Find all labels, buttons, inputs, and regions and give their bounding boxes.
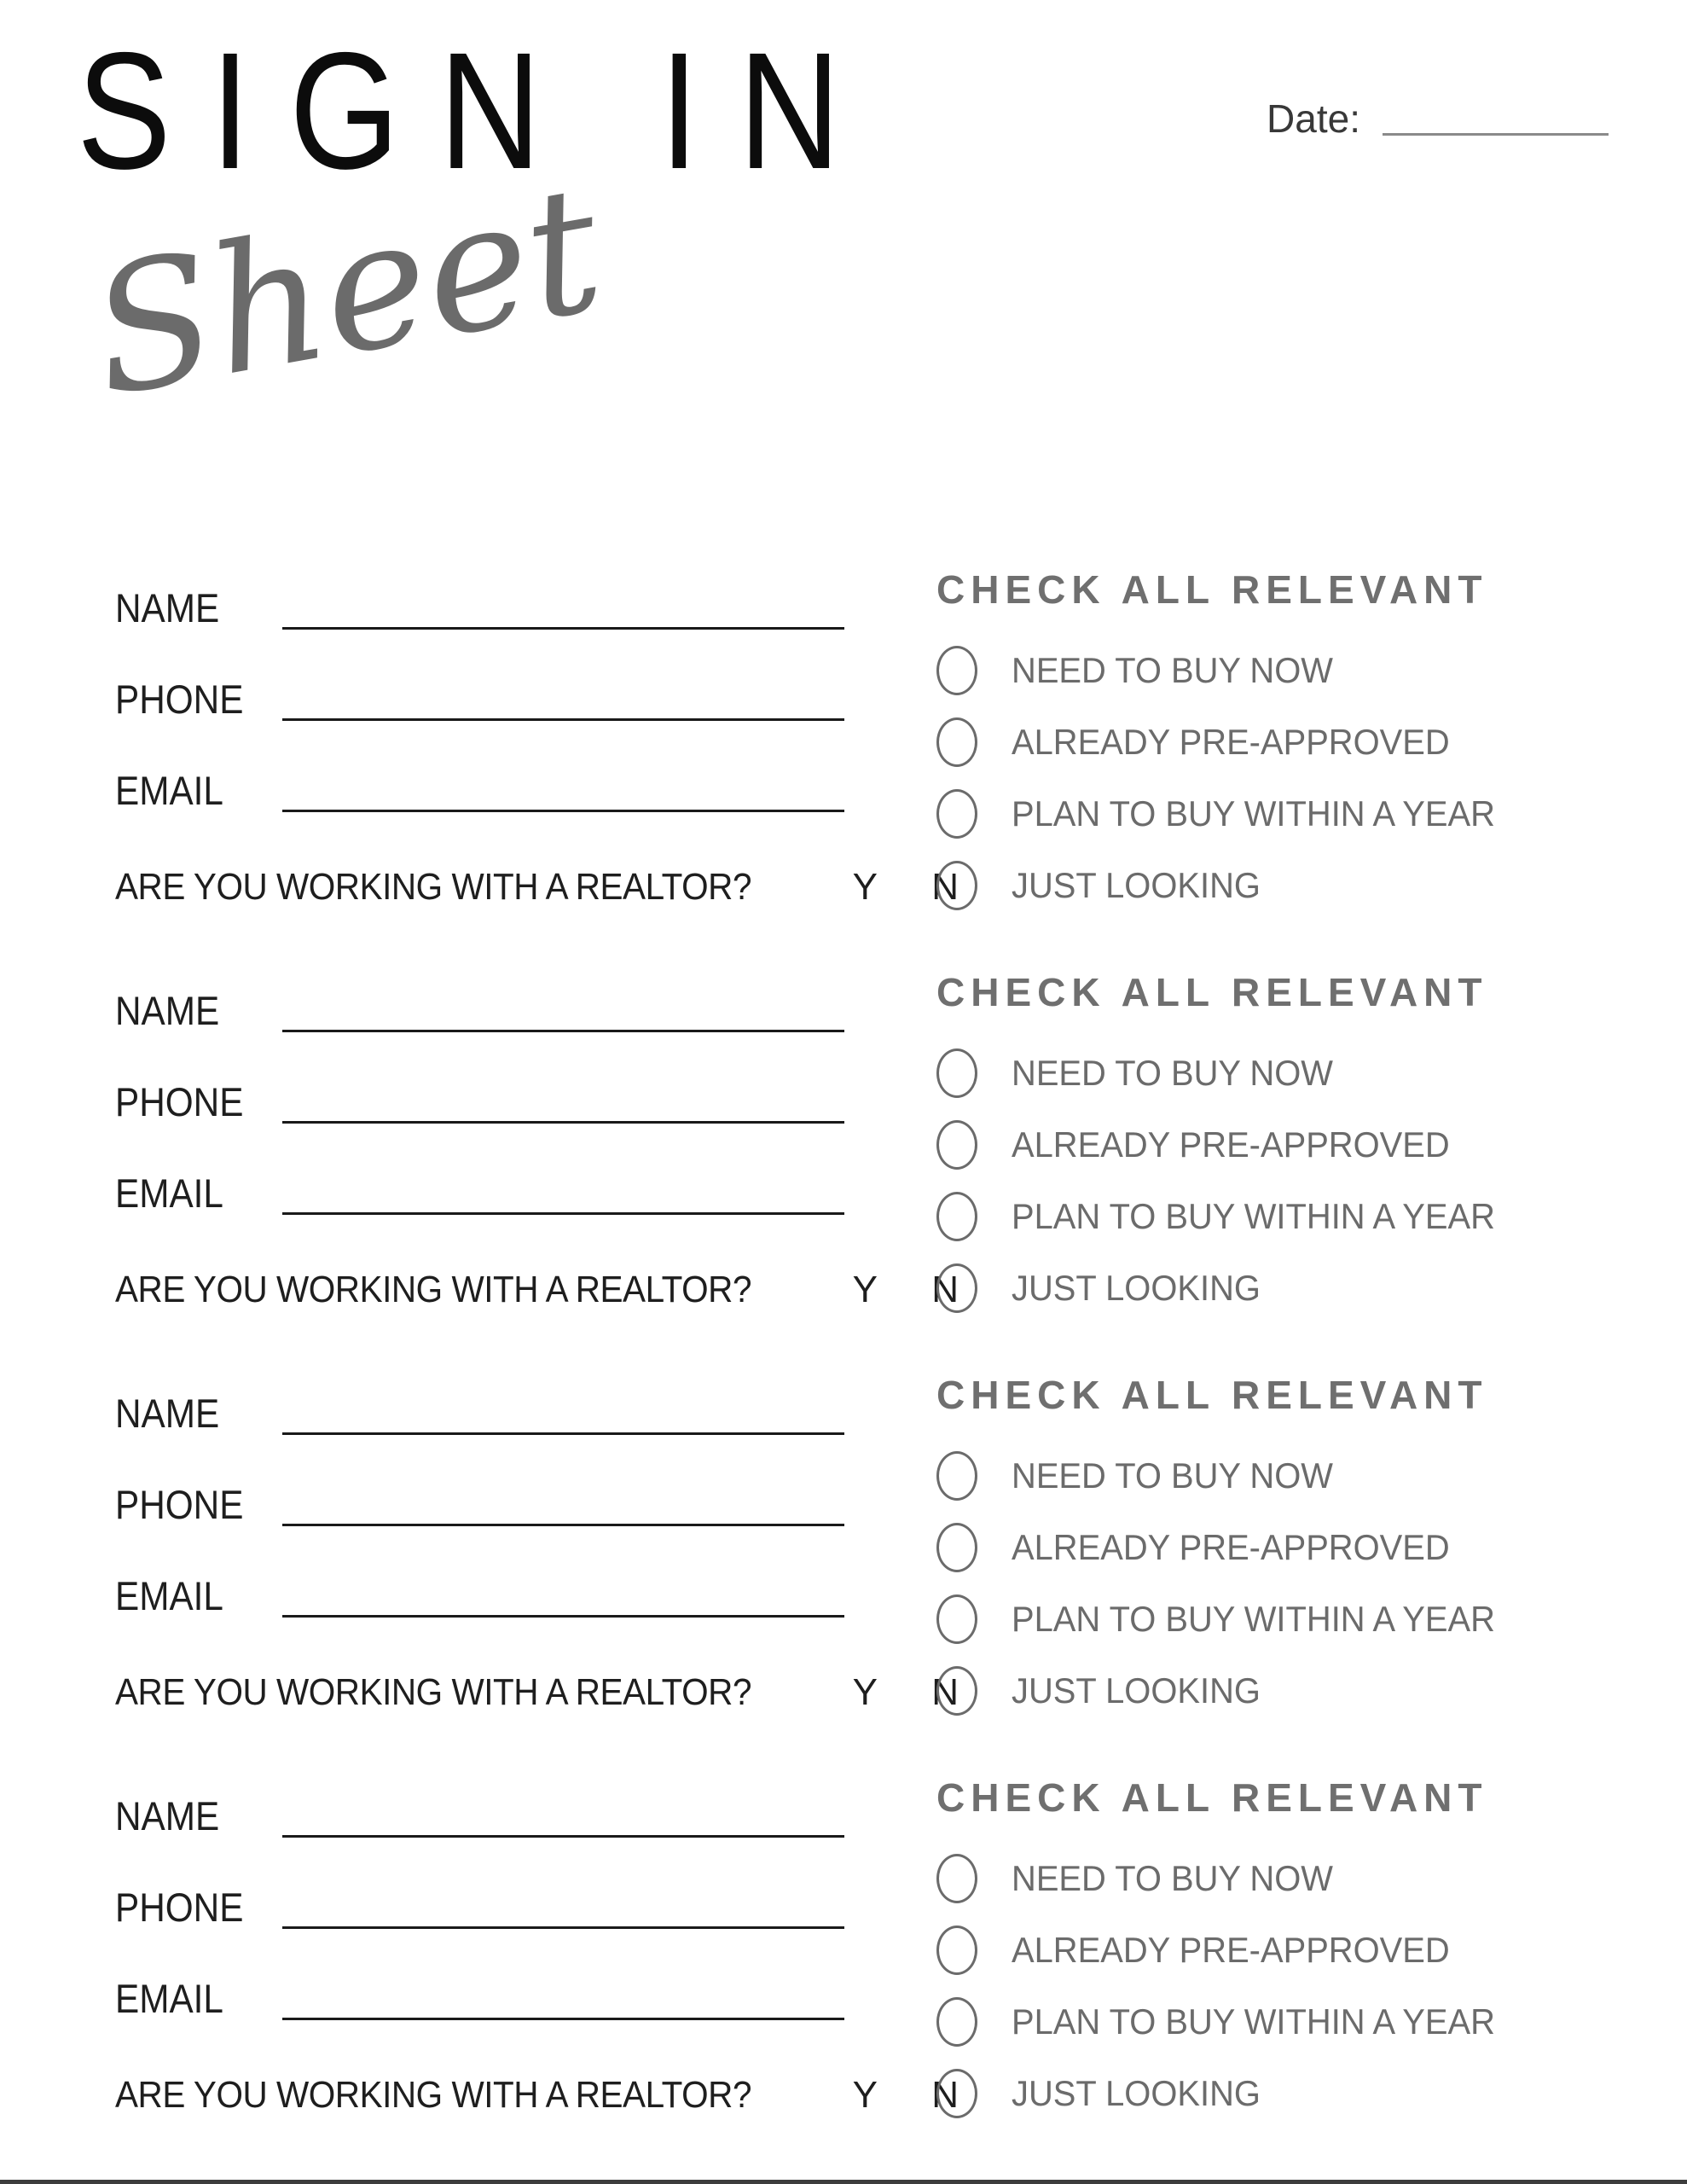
guest-entry-form (115, 583, 959, 909)
checklist-section (936, 1774, 1585, 2140)
option-label-text: NEED TO BUY NOW (1012, 650, 1333, 690)
realtor-question-row (115, 1269, 959, 1311)
phone-label (115, 1483, 282, 1527)
option-label (1012, 1196, 1521, 1237)
email-input-line[interactable] (282, 1615, 844, 1618)
realtor-question: ARE YOU WORKING WITH A REALTOR? (115, 1671, 752, 1713)
entries-grid (0, 566, 1687, 2176)
option-label (1012, 2001, 1521, 2042)
realtor-question: ARE YOU WORKING WITH A REALTOR? (115, 866, 752, 908)
option-label-text: JUST LOOKING (1012, 1670, 1261, 1711)
checklist-option-need-to-buy-now (936, 1048, 1585, 1098)
option-label-text: ALREADY PRE-APPROVED (1012, 1527, 1450, 1567)
field-name-row (115, 985, 844, 1033)
realtor-yes-option[interactable]: Y (852, 866, 878, 908)
checklist-heading: CHECK ALL RELEVANT (936, 970, 1488, 1014)
option-label-text: ALREADY PRE-APPROVED (1012, 722, 1450, 762)
option-label (1012, 793, 1521, 834)
checklist-heading: CHECK ALL RELEVANT (936, 567, 1488, 612)
date-input-line[interactable] (1383, 133, 1609, 136)
phone-input-line[interactable] (282, 718, 844, 721)
name-label (115, 1391, 282, 1436)
checklist-option-need-to-buy-now (936, 1854, 1585, 1903)
phone-label (115, 1885, 282, 1930)
option-label-text: PLAN TO BUY WITHIN A YEAR (1012, 2001, 1495, 2042)
guest-entry-form (115, 1388, 959, 1714)
option-label (1012, 722, 1473, 763)
checkbox-circle[interactable] (936, 1926, 977, 1975)
option-label (1012, 1527, 1473, 1568)
field-phone-row (115, 1479, 844, 1527)
date-row (1267, 96, 1609, 142)
phone-input-line[interactable] (282, 1926, 844, 1929)
option-label (1012, 1599, 1521, 1640)
checklist-option-just-looking (936, 861, 1585, 910)
name-input-line[interactable] (282, 627, 844, 630)
checklist-option-already-pre-approved (936, 1523, 1585, 1572)
field-email-row (115, 765, 844, 813)
option-label-text: NEED TO BUY NOW (1012, 1053, 1333, 1093)
checklist-options (936, 646, 1585, 910)
phone-input-line[interactable] (282, 1121, 844, 1124)
name-label-text: NAME (115, 1391, 220, 1437)
phone-label-text: PHONE (115, 1482, 244, 1528)
email-input-line[interactable] (282, 2018, 844, 2020)
phone-label-text: PHONE (115, 1079, 244, 1125)
email-label-text: EMAIL (115, 768, 223, 814)
name-label-text: NAME (115, 585, 220, 631)
checklist-option-plan-to-buy-within-a-year (936, 1192, 1585, 1241)
checklist-heading: CHECK ALL RELEVANT (936, 1373, 1488, 1417)
checkbox-circle[interactable] (936, 1451, 977, 1501)
guest-entry-form (115, 1791, 959, 2117)
email-label (115, 1171, 282, 1216)
field-email-row (115, 1973, 844, 2021)
checkbox-circle[interactable] (936, 2069, 977, 2118)
checkbox-circle[interactable] (936, 717, 977, 767)
checklist-option-already-pre-approved (936, 1120, 1585, 1170)
realtor-yes-option[interactable]: Y (852, 1671, 878, 1713)
checkbox-circle[interactable] (936, 1263, 977, 1313)
option-label-text: PLAN TO BUY WITHIN A YEAR (1012, 793, 1495, 834)
option-label (1012, 1268, 1273, 1309)
checklist-option-already-pre-approved (936, 717, 1585, 767)
option-label (1012, 1124, 1473, 1165)
option-label-text: JUST LOOKING (1012, 1268, 1261, 1308)
page-subtitle-script: Sheet (78, 148, 615, 437)
checklist-options (936, 1854, 1585, 2118)
option-label (1012, 1053, 1350, 1094)
checkbox-circle[interactable] (936, 1523, 977, 1572)
checklist-options (936, 1048, 1585, 1313)
phone-label-text: PHONE (115, 1885, 244, 1931)
name-label-text: NAME (115, 1793, 220, 1839)
realtor-question: ARE YOU WORKING WITH A REALTOR? (115, 2074, 752, 2116)
checklist-option-already-pre-approved (936, 1926, 1585, 1975)
option-label (1012, 2073, 1273, 2114)
option-label-text: ALREADY PRE-APPROVED (1012, 1930, 1450, 1970)
email-label (115, 769, 282, 813)
email-label (115, 1574, 282, 1618)
option-label-text: JUST LOOKING (1012, 2073, 1261, 2113)
field-phone-row (115, 1882, 844, 1930)
sign-in-row (0, 1774, 1687, 2176)
field-name-row (115, 583, 844, 630)
checkbox-circle[interactable] (936, 1854, 977, 1903)
checklist-section (936, 566, 1585, 932)
realtor-no-option[interactable]: N (931, 2074, 959, 2116)
field-email-row (115, 1168, 844, 1216)
realtor-no-option[interactable]: N (931, 866, 959, 908)
email-label (115, 1977, 282, 2021)
checklist-option-just-looking (936, 1666, 1585, 1716)
realtor-no-option[interactable]: N (931, 1671, 959, 1713)
option-label-text: PLAN TO BUY WITHIN A YEAR (1012, 1599, 1495, 1639)
checkbox-circle[interactable] (936, 1594, 977, 1644)
checklist-option-just-looking (936, 1263, 1585, 1313)
checkbox-circle[interactable] (936, 1120, 977, 1170)
phone-input-line[interactable] (282, 1524, 844, 1526)
checklist-options (936, 1451, 1585, 1716)
checkbox-circle[interactable] (936, 1192, 977, 1241)
email-label-text: EMAIL (115, 1170, 223, 1217)
phone-label (115, 677, 282, 722)
field-phone-row (115, 1077, 844, 1124)
name-label (115, 1794, 282, 1838)
option-label (1012, 650, 1350, 691)
checklist-option-plan-to-buy-within-a-year (936, 1594, 1585, 1644)
option-label (1012, 865, 1273, 906)
checkbox-circle[interactable] (936, 1666, 977, 1716)
option-label (1012, 1858, 1350, 1899)
realtor-yes-option[interactable]: Y (852, 2074, 878, 2116)
sign-in-row (0, 566, 1687, 968)
sign-in-row (0, 968, 1687, 1371)
page-title-text: SIGN IN (77, 18, 880, 204)
option-label-text: NEED TO BUY NOW (1012, 1455, 1333, 1496)
checklist-option-plan-to-buy-within-a-year (936, 789, 1585, 839)
realtor-question-row (115, 2074, 959, 2117)
phone-label (115, 1080, 282, 1124)
checkbox-circle[interactable] (936, 1048, 977, 1098)
field-email-row (115, 1571, 844, 1618)
realtor-question: ARE YOU WORKING WITH A REALTOR? (115, 1269, 752, 1310)
field-name-row (115, 1388, 844, 1436)
field-phone-row (115, 674, 844, 722)
name-input-line[interactable] (282, 1030, 844, 1032)
checkbox-circle[interactable] (936, 646, 977, 695)
email-label-text: EMAIL (115, 1976, 223, 2022)
option-label-text: PLAN TO BUY WITHIN A YEAR (1012, 1196, 1495, 1236)
name-label (115, 586, 282, 630)
email-input-line[interactable] (282, 810, 844, 812)
checklist-option-need-to-buy-now (936, 646, 1585, 695)
option-label-text: NEED TO BUY NOW (1012, 1858, 1333, 1898)
option-label (1012, 1930, 1473, 1971)
checklist-option-just-looking (936, 2069, 1585, 2118)
realtor-yes-option[interactable]: Y (852, 1269, 878, 1310)
checklist-section (936, 968, 1585, 1335)
phone-label-text: PHONE (115, 677, 244, 723)
option-label (1012, 1455, 1350, 1496)
field-name-row (115, 1791, 844, 1838)
date-label: Date: (1267, 96, 1360, 141)
name-input-line[interactable] (282, 1835, 844, 1838)
checklist-option-need-to-buy-now (936, 1451, 1585, 1501)
sign-in-row (0, 1371, 1687, 1774)
option-label (1012, 1670, 1273, 1711)
checklist-section (936, 1371, 1585, 1738)
email-label-text: EMAIL (115, 1573, 223, 1619)
option-label-text: ALREADY PRE-APPROVED (1012, 1124, 1450, 1165)
guest-entry-form (115, 985, 959, 1311)
checklist-option-plan-to-buy-within-a-year (936, 1997, 1585, 2047)
checklist-heading: CHECK ALL RELEVANT (936, 1775, 1488, 1820)
name-label-text: NAME (115, 988, 220, 1034)
checkbox-circle[interactable] (936, 861, 977, 910)
email-input-line[interactable] (282, 1212, 844, 1215)
realtor-question-row (115, 1671, 959, 1714)
option-label-text: JUST LOOKING (1012, 865, 1261, 905)
name-label (115, 989, 282, 1033)
name-input-line[interactable] (282, 1432, 844, 1435)
realtor-no-option[interactable]: N (931, 1269, 959, 1310)
checkbox-circle[interactable] (936, 789, 977, 839)
checkbox-circle[interactable] (936, 1997, 977, 2047)
realtor-question-row (115, 866, 959, 909)
